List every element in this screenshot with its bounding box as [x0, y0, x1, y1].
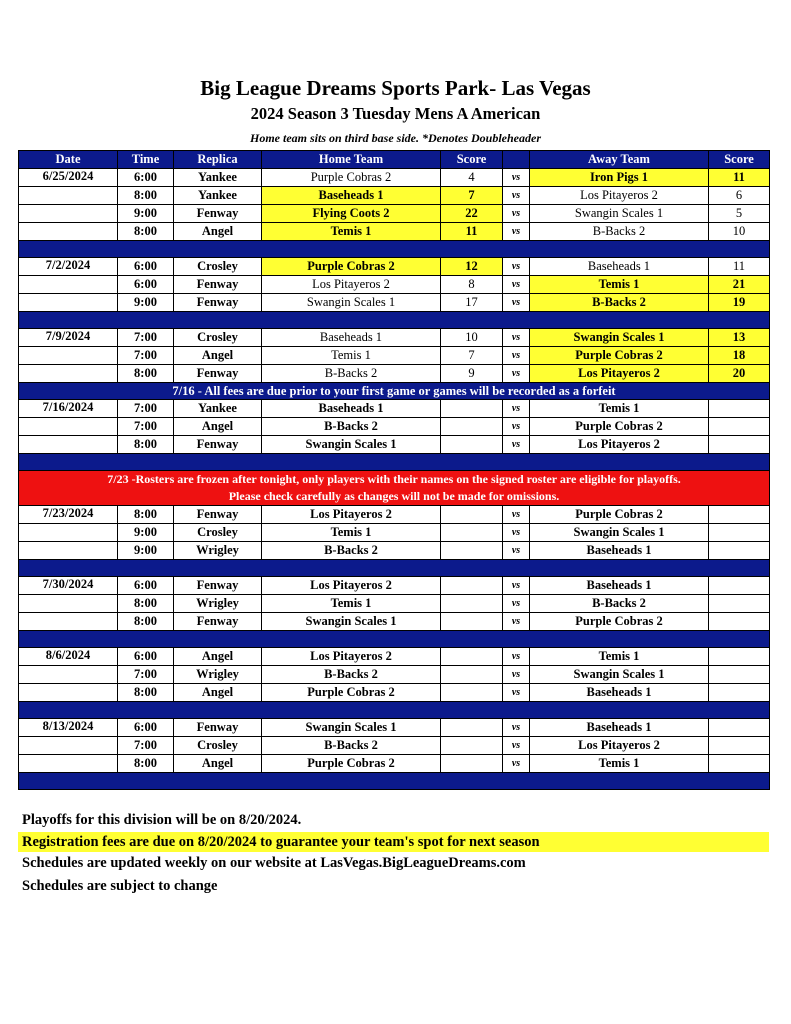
- game-replica: Crosley: [174, 329, 262, 347]
- game-replica: Angel: [174, 418, 262, 436]
- change-note: Schedules are subject to change: [22, 878, 218, 894]
- game-replica: Crosley: [174, 737, 262, 755]
- game-row: [19, 205, 770, 223]
- game-date: [19, 223, 118, 241]
- game-row: [19, 169, 770, 187]
- game-time: 7:00: [118, 666, 174, 684]
- game-replica: Fenway: [174, 436, 262, 454]
- vs-label: vs: [503, 506, 530, 524]
- game-row: [19, 347, 770, 365]
- home-team: Los Pitayeros 2: [262, 506, 441, 524]
- game-row: [19, 418, 770, 436]
- home-team: Purple Cobras 2: [262, 684, 441, 702]
- away-score: 18: [709, 347, 770, 365]
- game-row: [19, 613, 770, 631]
- away-team: B-Backs 2: [530, 223, 709, 241]
- home-score: 11: [441, 223, 503, 241]
- away-score: [709, 737, 770, 755]
- away-team: Purple Cobras 2: [530, 418, 709, 436]
- vs-label: vs: [503, 347, 530, 365]
- home-team: Temis 1: [262, 524, 441, 542]
- game-row: [19, 276, 770, 294]
- away-team: Los Pitayeros 2: [530, 737, 709, 755]
- away-score: 5: [709, 205, 770, 223]
- vs-label: vs: [503, 755, 530, 773]
- game-row: [19, 258, 770, 276]
- game-replica: Wrigley: [174, 666, 262, 684]
- game-date: 7/9/2024: [19, 329, 118, 347]
- week-separator: [19, 241, 770, 258]
- roster-alert-line2: Please check carefully as changes will not be made for omissions.: [228, 489, 560, 503]
- home-score: 9: [441, 365, 503, 383]
- home-team: Swangin Scales 1: [262, 294, 441, 312]
- fee-notice: 7/16 - All fees are due prior to your first game or games will be recorded as a forfeit: [19, 383, 770, 400]
- home-score: [441, 719, 503, 737]
- home-score: [441, 577, 503, 595]
- game-time: 8:00: [118, 223, 174, 241]
- game-row: [19, 737, 770, 755]
- game-replica: Crosley: [174, 524, 262, 542]
- home-team: Swangin Scales 1: [262, 719, 441, 737]
- game-date: [19, 365, 118, 383]
- col-header-date: Date: [19, 151, 118, 169]
- away-team: Baseheads 1: [530, 577, 709, 595]
- home-score: 7: [441, 347, 503, 365]
- away-team: Temis 1: [530, 400, 709, 418]
- game-row: [19, 365, 770, 383]
- game-row: [19, 223, 770, 241]
- separator-bar: [19, 773, 770, 790]
- home-team: Los Pitayeros 2: [262, 648, 441, 666]
- week-separator: [19, 631, 770, 648]
- game-row: [19, 542, 770, 560]
- away-team: Swangin Scales 1: [530, 205, 709, 223]
- week-separator: [19, 454, 770, 471]
- game-replica: Wrigley: [174, 542, 262, 560]
- game-replica: Fenway: [174, 613, 262, 631]
- week-separator: [19, 312, 770, 329]
- game-row: [19, 436, 770, 454]
- away-team: Purple Cobras 2: [530, 347, 709, 365]
- game-time: 6:00: [118, 276, 174, 294]
- game-date: [19, 666, 118, 684]
- game-time: 9:00: [118, 205, 174, 223]
- game-time: 6:00: [118, 577, 174, 595]
- home-team: Los Pitayeros 2: [262, 276, 441, 294]
- page-title: Big League Dreams Sports Park- Las Vegas: [200, 76, 591, 100]
- game-replica: Wrigley: [174, 595, 262, 613]
- game-replica: Angel: [174, 684, 262, 702]
- separator-bar: [19, 631, 770, 648]
- home-score: 22: [441, 205, 503, 223]
- col-header-away-team: Away Team: [530, 151, 709, 169]
- away-score: 10: [709, 223, 770, 241]
- away-team: Temis 1: [530, 276, 709, 294]
- away-team: Baseheads 1: [530, 542, 709, 560]
- away-team: Temis 1: [530, 755, 709, 773]
- game-date: 7/2/2024: [19, 258, 118, 276]
- game-date: [19, 276, 118, 294]
- schedule-body: [19, 169, 770, 790]
- home-score: 7: [441, 187, 503, 205]
- home-score: [441, 755, 503, 773]
- website-note: Schedules are updated weekly on our website at LasVegas.BigLeagueDreams.com: [22, 855, 526, 871]
- col-header-vs: [503, 151, 530, 169]
- away-score: 13: [709, 329, 770, 347]
- away-score: [709, 418, 770, 436]
- game-replica: Yankee: [174, 187, 262, 205]
- home-score: 17: [441, 294, 503, 312]
- vs-label: vs: [503, 684, 530, 702]
- game-time: 8:00: [118, 187, 174, 205]
- game-row: [19, 648, 770, 666]
- fee-notice-row: [19, 383, 770, 400]
- home-score: 12: [441, 258, 503, 276]
- game-row: [19, 524, 770, 542]
- game-replica: Fenway: [174, 205, 262, 223]
- away-score: [709, 666, 770, 684]
- game-replica: Angel: [174, 223, 262, 241]
- home-score: [441, 595, 503, 613]
- vs-label: vs: [503, 524, 530, 542]
- home-team: B-Backs 2: [262, 365, 441, 383]
- away-score: [709, 524, 770, 542]
- home-team: Los Pitayeros 2: [262, 577, 441, 595]
- game-row: [19, 329, 770, 347]
- home-team: Temis 1: [262, 347, 441, 365]
- game-time: 7:00: [118, 737, 174, 755]
- away-team: Swangin Scales 1: [530, 329, 709, 347]
- away-score: [709, 684, 770, 702]
- away-score: 6: [709, 187, 770, 205]
- vs-label: vs: [503, 542, 530, 560]
- game-replica: Fenway: [174, 294, 262, 312]
- home-score: [441, 524, 503, 542]
- game-replica: Angel: [174, 755, 262, 773]
- game-row: [19, 719, 770, 737]
- game-replica: Fenway: [174, 577, 262, 595]
- home-team: B-Backs 2: [262, 666, 441, 684]
- home-team: Swangin Scales 1: [262, 613, 441, 631]
- game-time: 8:00: [118, 595, 174, 613]
- game-time: 8:00: [118, 506, 174, 524]
- game-row: [19, 755, 770, 773]
- game-time: 8:00: [118, 684, 174, 702]
- away-team: Swangin Scales 1: [530, 666, 709, 684]
- vs-label: vs: [503, 595, 530, 613]
- game-row: [19, 400, 770, 418]
- game-replica: Fenway: [174, 506, 262, 524]
- home-score: 4: [441, 169, 503, 187]
- home-team: B-Backs 2: [262, 418, 441, 436]
- game-time: 9:00: [118, 542, 174, 560]
- vs-label: vs: [503, 365, 530, 383]
- registration-note: Registration fees are due on 8/20/2024 to guarantee your team's spot for next season: [18, 832, 769, 852]
- home-team: Purple Cobras 2: [262, 258, 441, 276]
- game-time: 8:00: [118, 365, 174, 383]
- game-replica: Yankee: [174, 169, 262, 187]
- away-score: [709, 400, 770, 418]
- week-separator: [19, 773, 770, 790]
- game-time: 8:00: [118, 436, 174, 454]
- home-score: [441, 737, 503, 755]
- vs-label: vs: [503, 418, 530, 436]
- col-header-home-score: Score: [441, 151, 503, 169]
- game-date: 7/16/2024: [19, 400, 118, 418]
- home-score: [441, 400, 503, 418]
- game-date: 7/30/2024: [19, 577, 118, 595]
- away-team: Iron Pigs 1: [530, 169, 709, 187]
- game-date: [19, 418, 118, 436]
- away-team: Los Pitayeros 2: [530, 365, 709, 383]
- away-score: [709, 613, 770, 631]
- game-date: [19, 347, 118, 365]
- table-header-row: [19, 151, 770, 169]
- separator-bar: [19, 241, 770, 258]
- separator-bar: [19, 702, 770, 719]
- vs-label: vs: [503, 187, 530, 205]
- away-score: [709, 755, 770, 773]
- home-team: Flying Coots 2: [262, 205, 441, 223]
- vs-label: vs: [503, 400, 530, 418]
- playoffs-note: Playoffs for this division will be on 8/20/2024.: [22, 812, 302, 828]
- separator-bar: [19, 560, 770, 577]
- home-score: [441, 648, 503, 666]
- away-score: [709, 595, 770, 613]
- away-score: 20: [709, 365, 770, 383]
- away-team: Swangin Scales 1: [530, 524, 709, 542]
- game-date: 8/6/2024: [19, 648, 118, 666]
- home-score: [441, 666, 503, 684]
- home-team: Temis 1: [262, 595, 441, 613]
- col-header-home-team: Home Team: [262, 151, 441, 169]
- game-replica: Fenway: [174, 365, 262, 383]
- home-score: [441, 542, 503, 560]
- game-time: 6:00: [118, 719, 174, 737]
- vs-label: vs: [503, 436, 530, 454]
- game-time: 7:00: [118, 347, 174, 365]
- away-team: Baseheads 1: [530, 719, 709, 737]
- away-score: 11: [709, 258, 770, 276]
- game-date: [19, 755, 118, 773]
- home-team: Purple Cobras 2: [262, 169, 441, 187]
- away-team: Baseheads 1: [530, 684, 709, 702]
- home-score: [441, 506, 503, 524]
- vs-label: vs: [503, 258, 530, 276]
- game-replica: Angel: [174, 648, 262, 666]
- vs-label: vs: [503, 294, 530, 312]
- game-time: 6:00: [118, 648, 174, 666]
- vs-label: vs: [503, 737, 530, 755]
- away-team: Purple Cobras 2: [530, 506, 709, 524]
- game-time: 7:00: [118, 418, 174, 436]
- vs-label: vs: [503, 223, 530, 241]
- away-score: 21: [709, 276, 770, 294]
- col-header-away-score: Score: [709, 151, 770, 169]
- home-team: Baseheads 1: [262, 400, 441, 418]
- away-score: [709, 648, 770, 666]
- home-score: 10: [441, 329, 503, 347]
- away-score: [709, 719, 770, 737]
- schedule-table: [18, 150, 770, 790]
- game-date: [19, 542, 118, 560]
- game-time: 8:00: [118, 755, 174, 773]
- game-date: 7/23/2024: [19, 506, 118, 524]
- game-row: [19, 187, 770, 205]
- page-subtitle: 2024 Season 3 Tuesday Mens A American: [250, 104, 541, 123]
- home-team: Purple Cobras 2: [262, 755, 441, 773]
- week-separator: [19, 560, 770, 577]
- home-team: Swangin Scales 1: [262, 436, 441, 454]
- vs-label: vs: [503, 648, 530, 666]
- away-team: Los Pitayeros 2: [530, 187, 709, 205]
- home-score: 8: [441, 276, 503, 294]
- home-team: B-Backs 2: [262, 542, 441, 560]
- separator-bar: [19, 454, 770, 471]
- away-score: [709, 436, 770, 454]
- separator-bar: [19, 312, 770, 329]
- away-team: Purple Cobras 2: [530, 613, 709, 631]
- home-team: Baseheads 1: [262, 329, 441, 347]
- game-time: 8:00: [118, 613, 174, 631]
- home-score: [441, 684, 503, 702]
- game-replica: Yankee: [174, 400, 262, 418]
- vs-label: vs: [503, 666, 530, 684]
- away-score: 11: [709, 169, 770, 187]
- game-time: 6:00: [118, 258, 174, 276]
- game-row: [19, 595, 770, 613]
- game-row: [19, 666, 770, 684]
- vs-label: vs: [503, 205, 530, 223]
- vs-label: vs: [503, 276, 530, 294]
- schedule-note: Home team sits on third base side. *Denotes Doubleheader: [250, 131, 541, 145]
- col-header-replica: Replica: [174, 151, 262, 169]
- game-time: 7:00: [118, 329, 174, 347]
- game-replica: Fenway: [174, 719, 262, 737]
- game-row: [19, 506, 770, 524]
- away-score: [709, 506, 770, 524]
- game-time: 9:00: [118, 524, 174, 542]
- col-header-time: Time: [118, 151, 174, 169]
- game-date: [19, 436, 118, 454]
- away-team: Baseheads 1: [530, 258, 709, 276]
- game-replica: Crosley: [174, 258, 262, 276]
- week-separator: [19, 702, 770, 719]
- roster-alert: [19, 471, 770, 506]
- home-score: [441, 613, 503, 631]
- home-team: Temis 1: [262, 223, 441, 241]
- game-replica: Fenway: [174, 276, 262, 294]
- game-date: [19, 187, 118, 205]
- roster-alert-row: [19, 471, 770, 506]
- game-time: 7:00: [118, 400, 174, 418]
- away-team: Los Pitayeros 2: [530, 436, 709, 454]
- away-score: [709, 542, 770, 560]
- game-date: [19, 595, 118, 613]
- game-date: 6/25/2024: [19, 169, 118, 187]
- game-time: 9:00: [118, 294, 174, 312]
- vs-label: vs: [503, 719, 530, 737]
- home-team: B-Backs 2: [262, 737, 441, 755]
- game-date: [19, 294, 118, 312]
- away-team: B-Backs 2: [530, 294, 709, 312]
- away-team: B-Backs 2: [530, 595, 709, 613]
- game-date: [19, 613, 118, 631]
- game-row: [19, 684, 770, 702]
- home-score: [441, 418, 503, 436]
- roster-alert-line1: 7/23 -Rosters are frozen after tonight, only players with their names on the signed roster are eligible for playoffs.: [107, 472, 681, 486]
- vs-label: vs: [503, 169, 530, 187]
- game-time: 6:00: [118, 169, 174, 187]
- away-team: Temis 1: [530, 648, 709, 666]
- game-date: [19, 524, 118, 542]
- game-replica: Angel: [174, 347, 262, 365]
- game-row: [19, 577, 770, 595]
- game-date: [19, 684, 118, 702]
- home-team: Baseheads 1: [262, 187, 441, 205]
- away-score: [709, 577, 770, 595]
- game-date: [19, 205, 118, 223]
- game-date: [19, 737, 118, 755]
- home-score: [441, 436, 503, 454]
- game-row: [19, 294, 770, 312]
- vs-label: vs: [503, 613, 530, 631]
- vs-label: vs: [503, 577, 530, 595]
- game-date: 8/13/2024: [19, 719, 118, 737]
- vs-label: vs: [503, 329, 530, 347]
- away-score: 19: [709, 294, 770, 312]
